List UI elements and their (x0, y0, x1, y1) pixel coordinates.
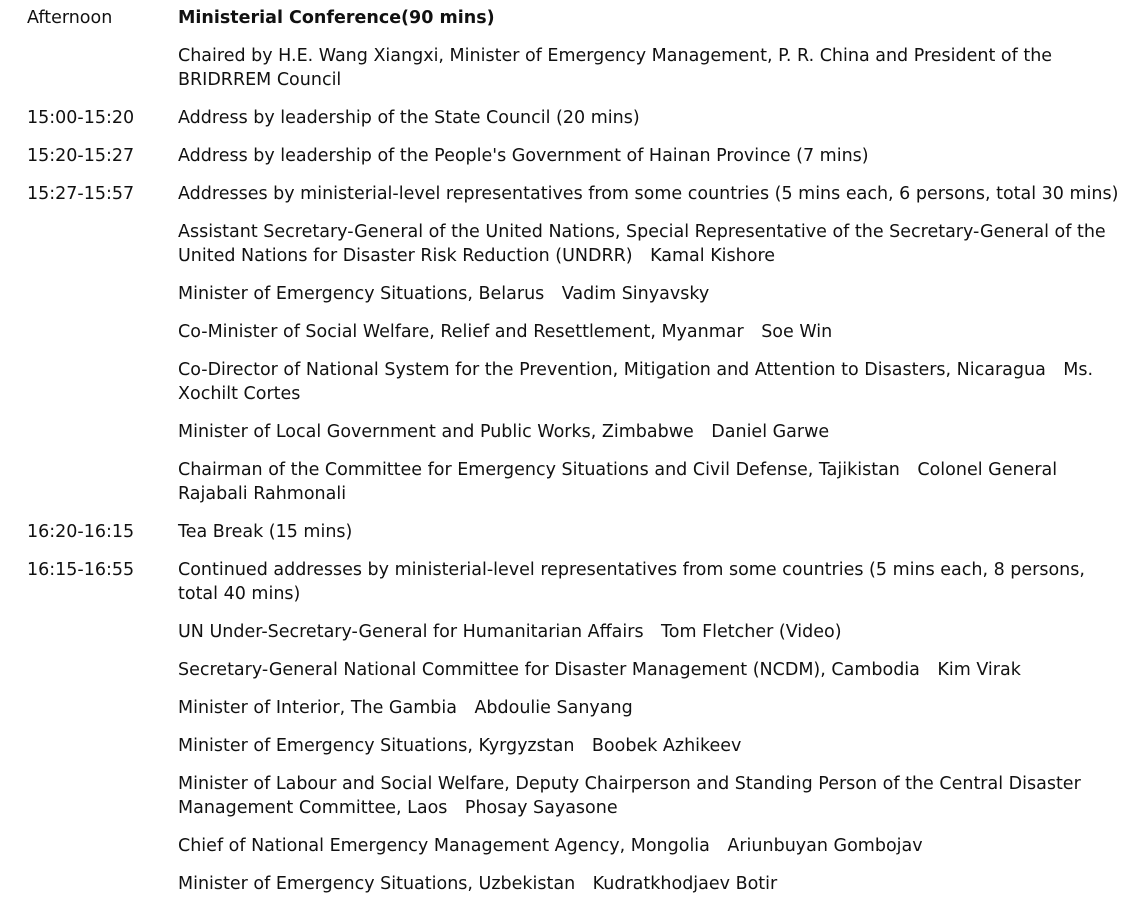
speaker-entry: Minister of Emergency Situations, Kyrgyzstan Boobek Azhikeev (178, 736, 742, 756)
time-slot: 15:20-15:27 (27, 146, 135, 166)
speaker-entry: Chief of National Emergency Management Agency, Mongolia Ariunbuyan Gombojav (178, 836, 923, 856)
time-slot: 16:20-16:15 (27, 522, 135, 542)
speaker-entry: Co-Director of National System for the Prevention, Mitigation and Attention to Disasters, Nicaragua Ms. Xochilt Cortes (178, 360, 1094, 404)
speaker-entry: Minister of Emergency Situations, Belarus Vadim Sinyavsky (178, 284, 710, 304)
speaker-entry: UN Under-Secretary-General for Humanitarian Affairs Tom Fletcher (Video) (178, 622, 842, 642)
speaker-entry: Chairman of the Committee for Emergency Situations and Civil Defense, Tajikistan Colonel General Rajabali Rahmonali (178, 460, 1058, 504)
agenda-item: Address by leadership of the People's Government of Hainan Province (7 mins) (178, 146, 869, 166)
agenda-item: Addresses by ministerial-level representatives from some countries (5 mins each, 6 persons, total 30 mins) (178, 184, 1119, 204)
speaker-entry: Minister of Local Government and Public Works, Zimbabwe Daniel Garwe (178, 422, 830, 442)
chair-line: Chaired by H.E. Wang Xiangxi, Minister of Emergency Management, P. R. China and President of the BRIDRREM Council (178, 46, 1053, 90)
speaker-entry: Minister of Labour and Social Welfare, Deputy Chairperson and Standing Person of the Central Disaster Management Committee, Laos Phosay Sayasone (178, 774, 1081, 818)
agenda-item: Tea Break (15 mins) (178, 522, 353, 542)
time-slot: Afternoon (27, 8, 113, 28)
session-title: Ministerial Conference(90 mins) (178, 8, 495, 28)
speaker-entry: Minister of Interior, The Gambia Abdoulie Sanyang (178, 698, 633, 718)
speaker-entry: Minister of Emergency Situations, Uzbekistan Kudratkhodjaev Botir (178, 874, 778, 894)
agenda-item: Continued addresses by ministerial-level representatives from some countries (5 mins each, 8 persons, total 40 mins) (178, 560, 1085, 604)
time-slot: 16:15-16:55 (27, 560, 135, 580)
time-slot: 15:00-15:20 (27, 108, 135, 128)
speaker-entry: Co-Minister of Social Welfare, Relief and Resettlement, Myanmar Soe Win (178, 322, 833, 342)
speaker-entry: Assistant Secretary-General of the United Nations, Special Representative of the Secretary-General of the United Nations for Disaster Risk Reduction (UNDRR) Kamal Kishore (178, 222, 1106, 266)
agenda-item: Address by leadership of the State Council (20 mins) (178, 108, 640, 128)
time-slot: 15:27-15:57 (27, 184, 135, 204)
speaker-entry: Secretary-General National Committee for Disaster Management (NCDM), Cambodia Kim Virak (178, 660, 1021, 680)
